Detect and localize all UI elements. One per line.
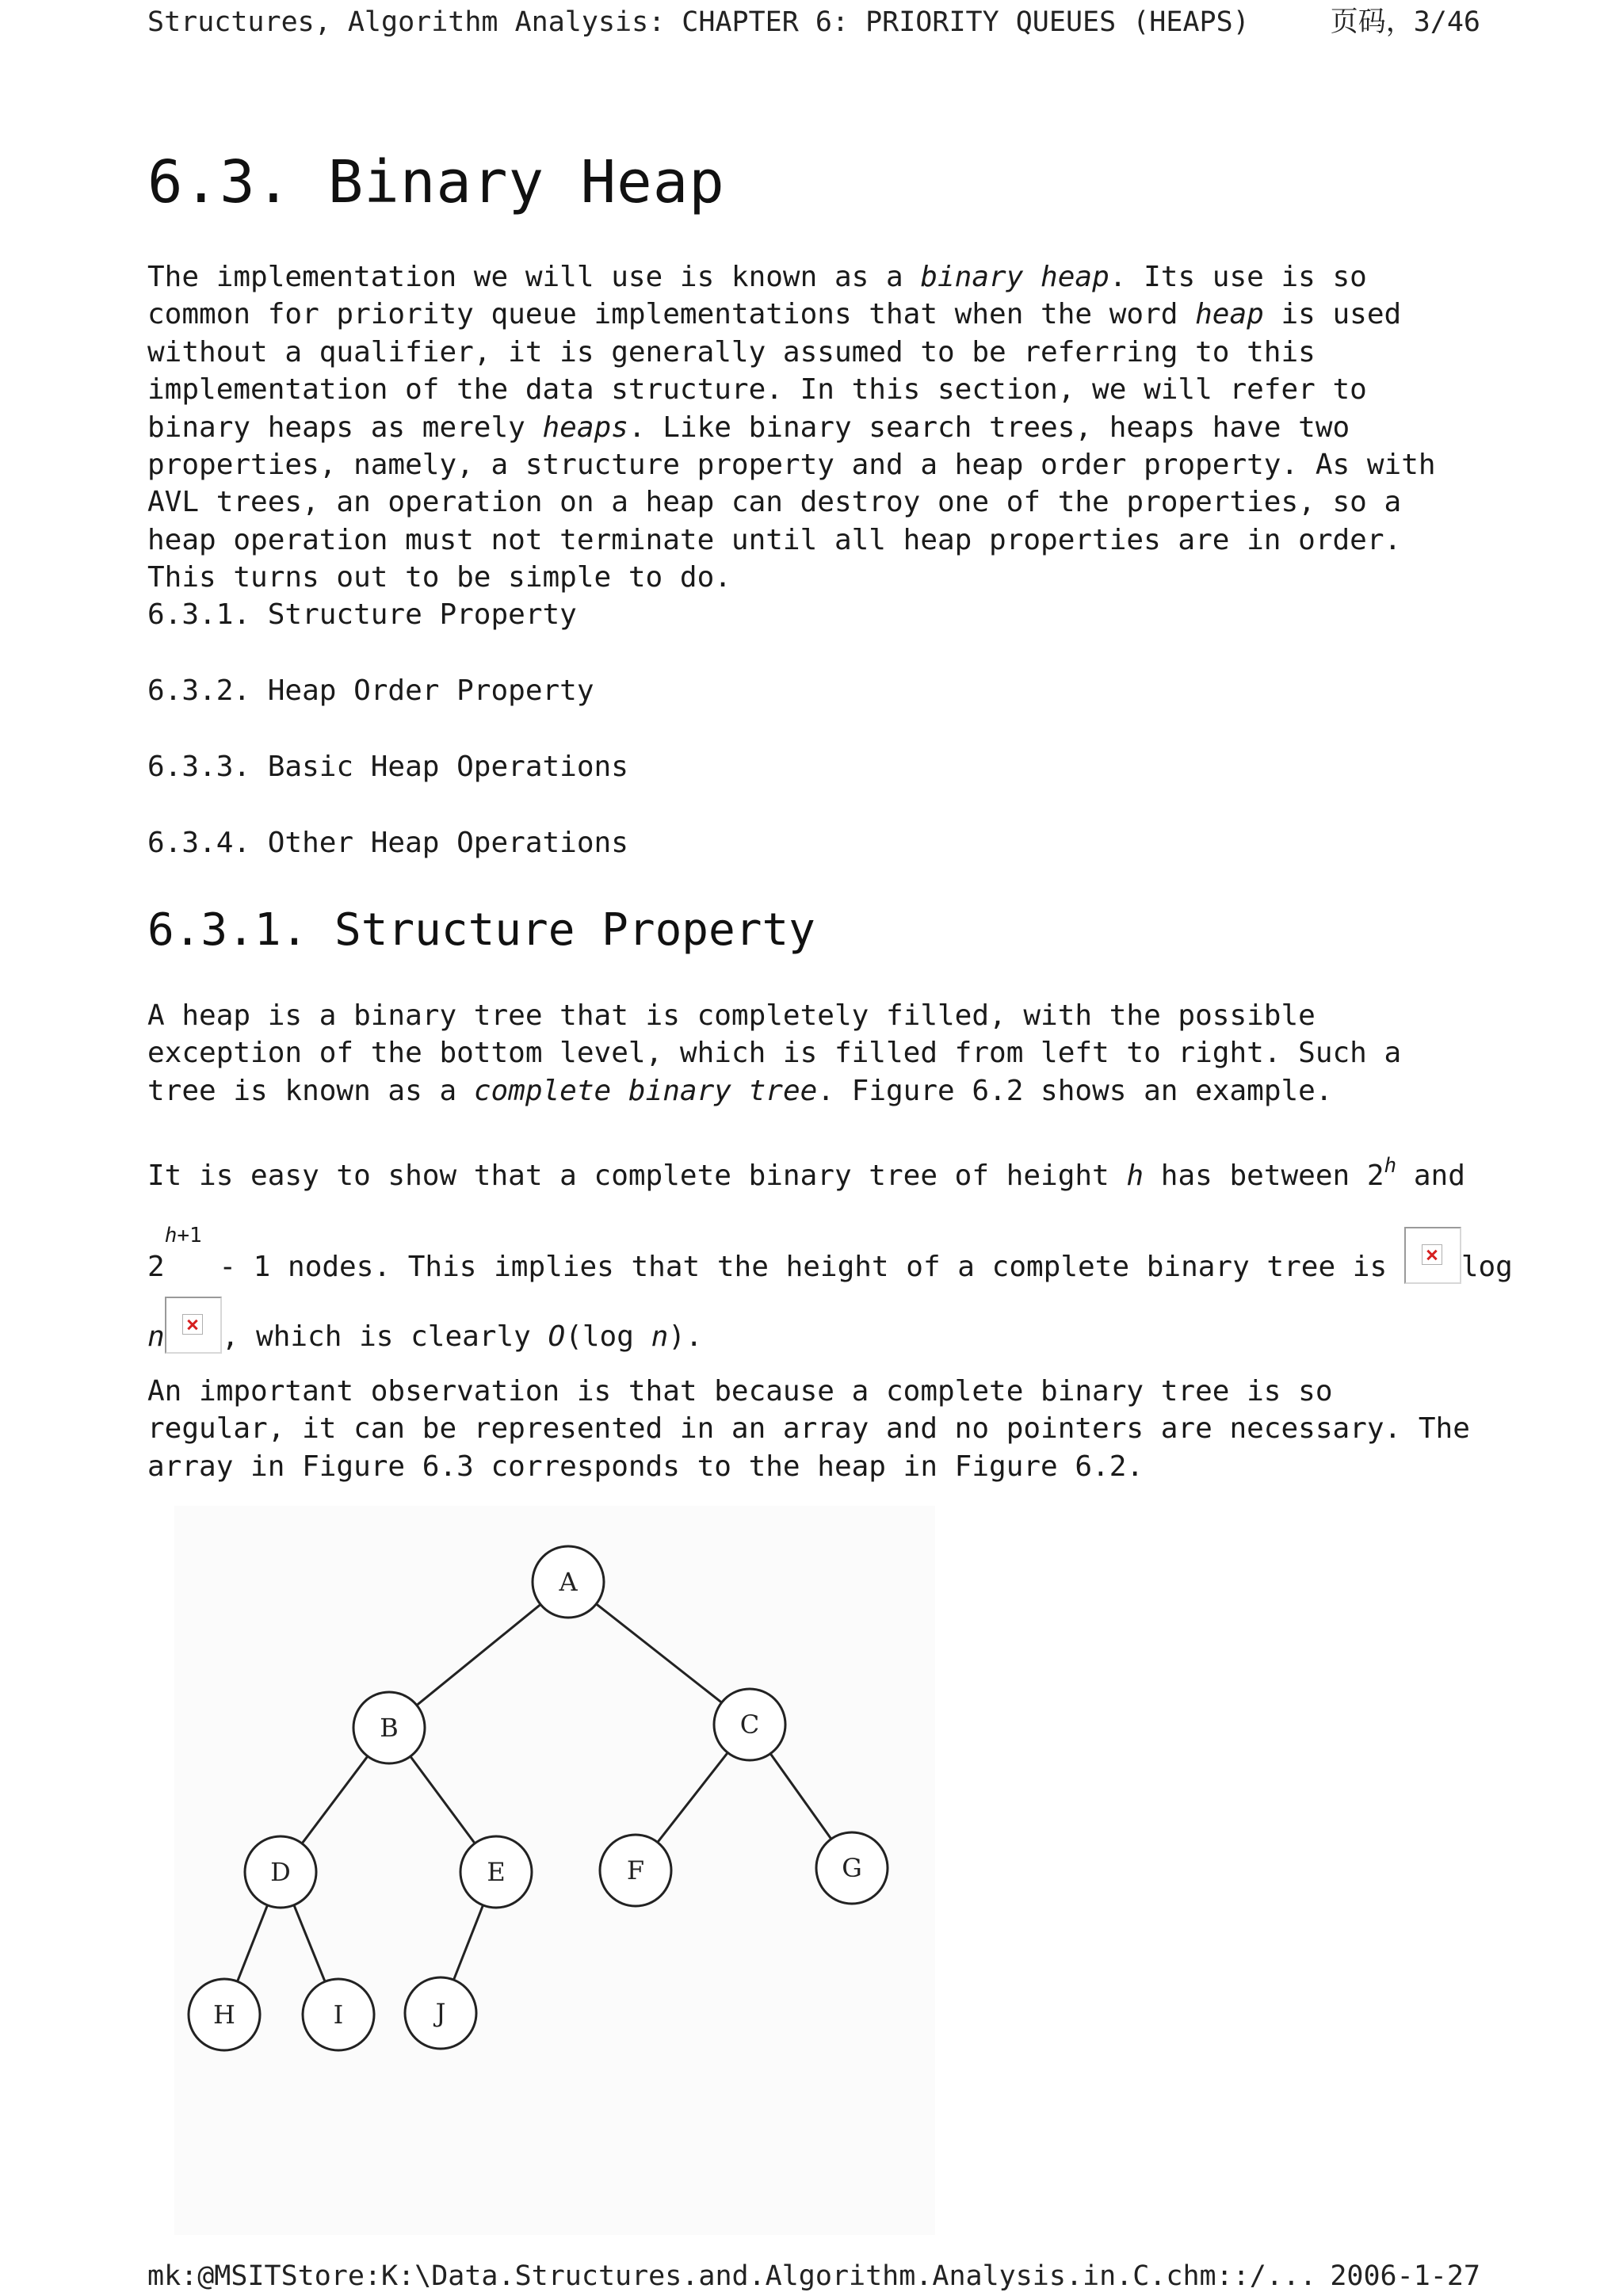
header-source-title: Structures, Algorithm Analysis: CHAPTER 6: PRIORITY QUEUES (HEAPS) <box>147 6 1250 38</box>
tree-node-i <box>303 1979 374 2050</box>
height-line-1 <box>147 1154 1465 1194</box>
tree-node-a <box>533 1546 604 1618</box>
footer-source-url: mk:@MSITStore:K:\Data.Structures.and.Algorithm.Analysis.in.C.chm::/... <box>147 2260 1317 2292</box>
tree-node-label: C <box>739 1710 760 1740</box>
intro-paragraph <box>147 258 1487 597</box>
term-complete-binary-tree: complete binary tree <box>473 1074 818 1107</box>
intro-text-1: The implementation we will use is known as a <box>147 261 921 293</box>
tree-node-label: B <box>380 1713 399 1743</box>
tree-node-b <box>353 1692 425 1763</box>
complete-tree-paragraph <box>147 997 1487 1110</box>
section-title: 6.3.1. Structure Property <box>147 904 815 956</box>
binary-tree-diagram <box>174 1506 935 2235</box>
broken-image-icon <box>165 1297 222 1354</box>
p2-text-1: It is easy to show that a complete binary tree of height <box>147 1159 1127 1192</box>
tree-edge-c-g <box>770 1754 831 1839</box>
p2-text-3: and <box>1396 1159 1465 1192</box>
term-binary-heap: binary heap <box>920 261 1109 293</box>
binary-tree-figure <box>174 1506 935 2235</box>
exponent-h-var: h <box>164 1224 178 1247</box>
tree-node-j <box>405 1977 476 2049</box>
tree-node-label: I <box>333 2000 344 2030</box>
p2-text-7: ). <box>668 1320 703 1353</box>
exponent-plus-one: +1 <box>177 1224 202 1247</box>
page-footer <box>147 2259 1480 2294</box>
term-heaps: heaps <box>542 411 628 444</box>
tree-node-label: F <box>626 1855 645 1885</box>
page-header <box>147 5 1480 40</box>
p2-text-2: has between 2 <box>1144 1159 1384 1192</box>
var-h: h <box>1126 1159 1144 1192</box>
height-line-3 <box>147 1297 703 1355</box>
tree-node-label: H <box>213 2000 235 2030</box>
var-n-2: n <box>651 1320 669 1353</box>
tree-edge-a-c <box>596 1604 721 1702</box>
tree-node-label: E <box>487 1857 506 1887</box>
array-representation-paragraph: An important observation is that because a complete binary tree is so regular, it can be represented in an array and no pointers are necessary. The array in Figure 6.3 corresponds to the heap in Figure 6.2. <box>147 1375 1470 1483</box>
p2-text-log: log <box>1461 1251 1513 1283</box>
tree-edge-c-f <box>658 1752 728 1842</box>
term-heap: heap <box>1195 298 1264 331</box>
height-line-2 <box>147 1224 1513 1286</box>
tree-node-label: G <box>842 1853 862 1883</box>
tree-edge-b-e <box>411 1756 475 1843</box>
tree-node-g <box>816 1832 888 1904</box>
p2-text-6: (log <box>565 1320 651 1353</box>
p1-text-2: . Figure 6.2 shows an example. <box>817 1074 1333 1107</box>
tree-edge-e-j <box>453 1905 483 1980</box>
header-page-number: 页码，3/46 <box>1330 6 1480 38</box>
tree-node-e <box>460 1836 532 1908</box>
toc-link-structure-property[interactable]: 6.3.1. Structure Property <box>147 598 577 631</box>
footer-date: 2006-1-27 <box>1330 2260 1480 2292</box>
exponent-h-plus-1 <box>165 1224 202 1247</box>
big-o: O <box>548 1320 566 1353</box>
tree-edge-a-b <box>417 1604 540 1705</box>
p1-text-1: A heap is a binary tree that is completely filled, with the possible exception of the bottom level, which is filled from left to right. Such a tree is known as a <box>147 999 1402 1107</box>
exponent-h: h <box>1384 1154 1397 1178</box>
tree-node-f <box>600 1835 671 1906</box>
tree-node-label: J <box>435 1998 446 2028</box>
p2-text-4: - 1 nodes. This implies that the height of a complete binary tree is <box>201 1251 1404 1283</box>
page-title: 6.3. Binary Heap <box>147 148 725 216</box>
intro-text-2: . Its use is so common for priority queue implementations that when the word <box>147 261 1367 331</box>
tree-node-c <box>714 1689 785 1760</box>
toc-link-heap-order-property[interactable]: 6.3.2. Heap Order Property <box>147 674 594 707</box>
var-n: n <box>147 1320 165 1353</box>
p2-text-5: , which is clearly <box>221 1320 548 1353</box>
tree-node-h <box>189 1979 260 2050</box>
broken-image-icon <box>1404 1227 1461 1284</box>
tree-node-label: D <box>270 1857 291 1887</box>
tree-node-d <box>245 1836 316 1908</box>
tree-edge-d-i <box>294 1905 325 1982</box>
toc-link-other-heap-operations[interactable]: 6.3.4. Other Heap Operations <box>147 827 628 859</box>
p2-base-2: 2 <box>147 1251 165 1283</box>
toc-link-basic-heap-operations[interactable]: 6.3.3. Basic Heap Operations <box>147 751 628 783</box>
tree-node-label: A <box>559 1567 578 1597</box>
intro-text-4: . Like binary search trees, heaps have two properties, namely, a structure property and a heap order property. As with AVL trees, an operation on a heap can destroy one of the properties, so a heap operation must not terminate until all heap properties are in order. This turns out to be simple to do. <box>147 411 1436 594</box>
intro-text-3: is used without a qualifier, it is generally assumed to be referring to this implementation of the data structure. In this section, we will refer to binary heaps as merely <box>147 298 1402 444</box>
tree-edge-d-h <box>238 1905 268 1981</box>
tree-edge-b-d <box>302 1756 368 1843</box>
